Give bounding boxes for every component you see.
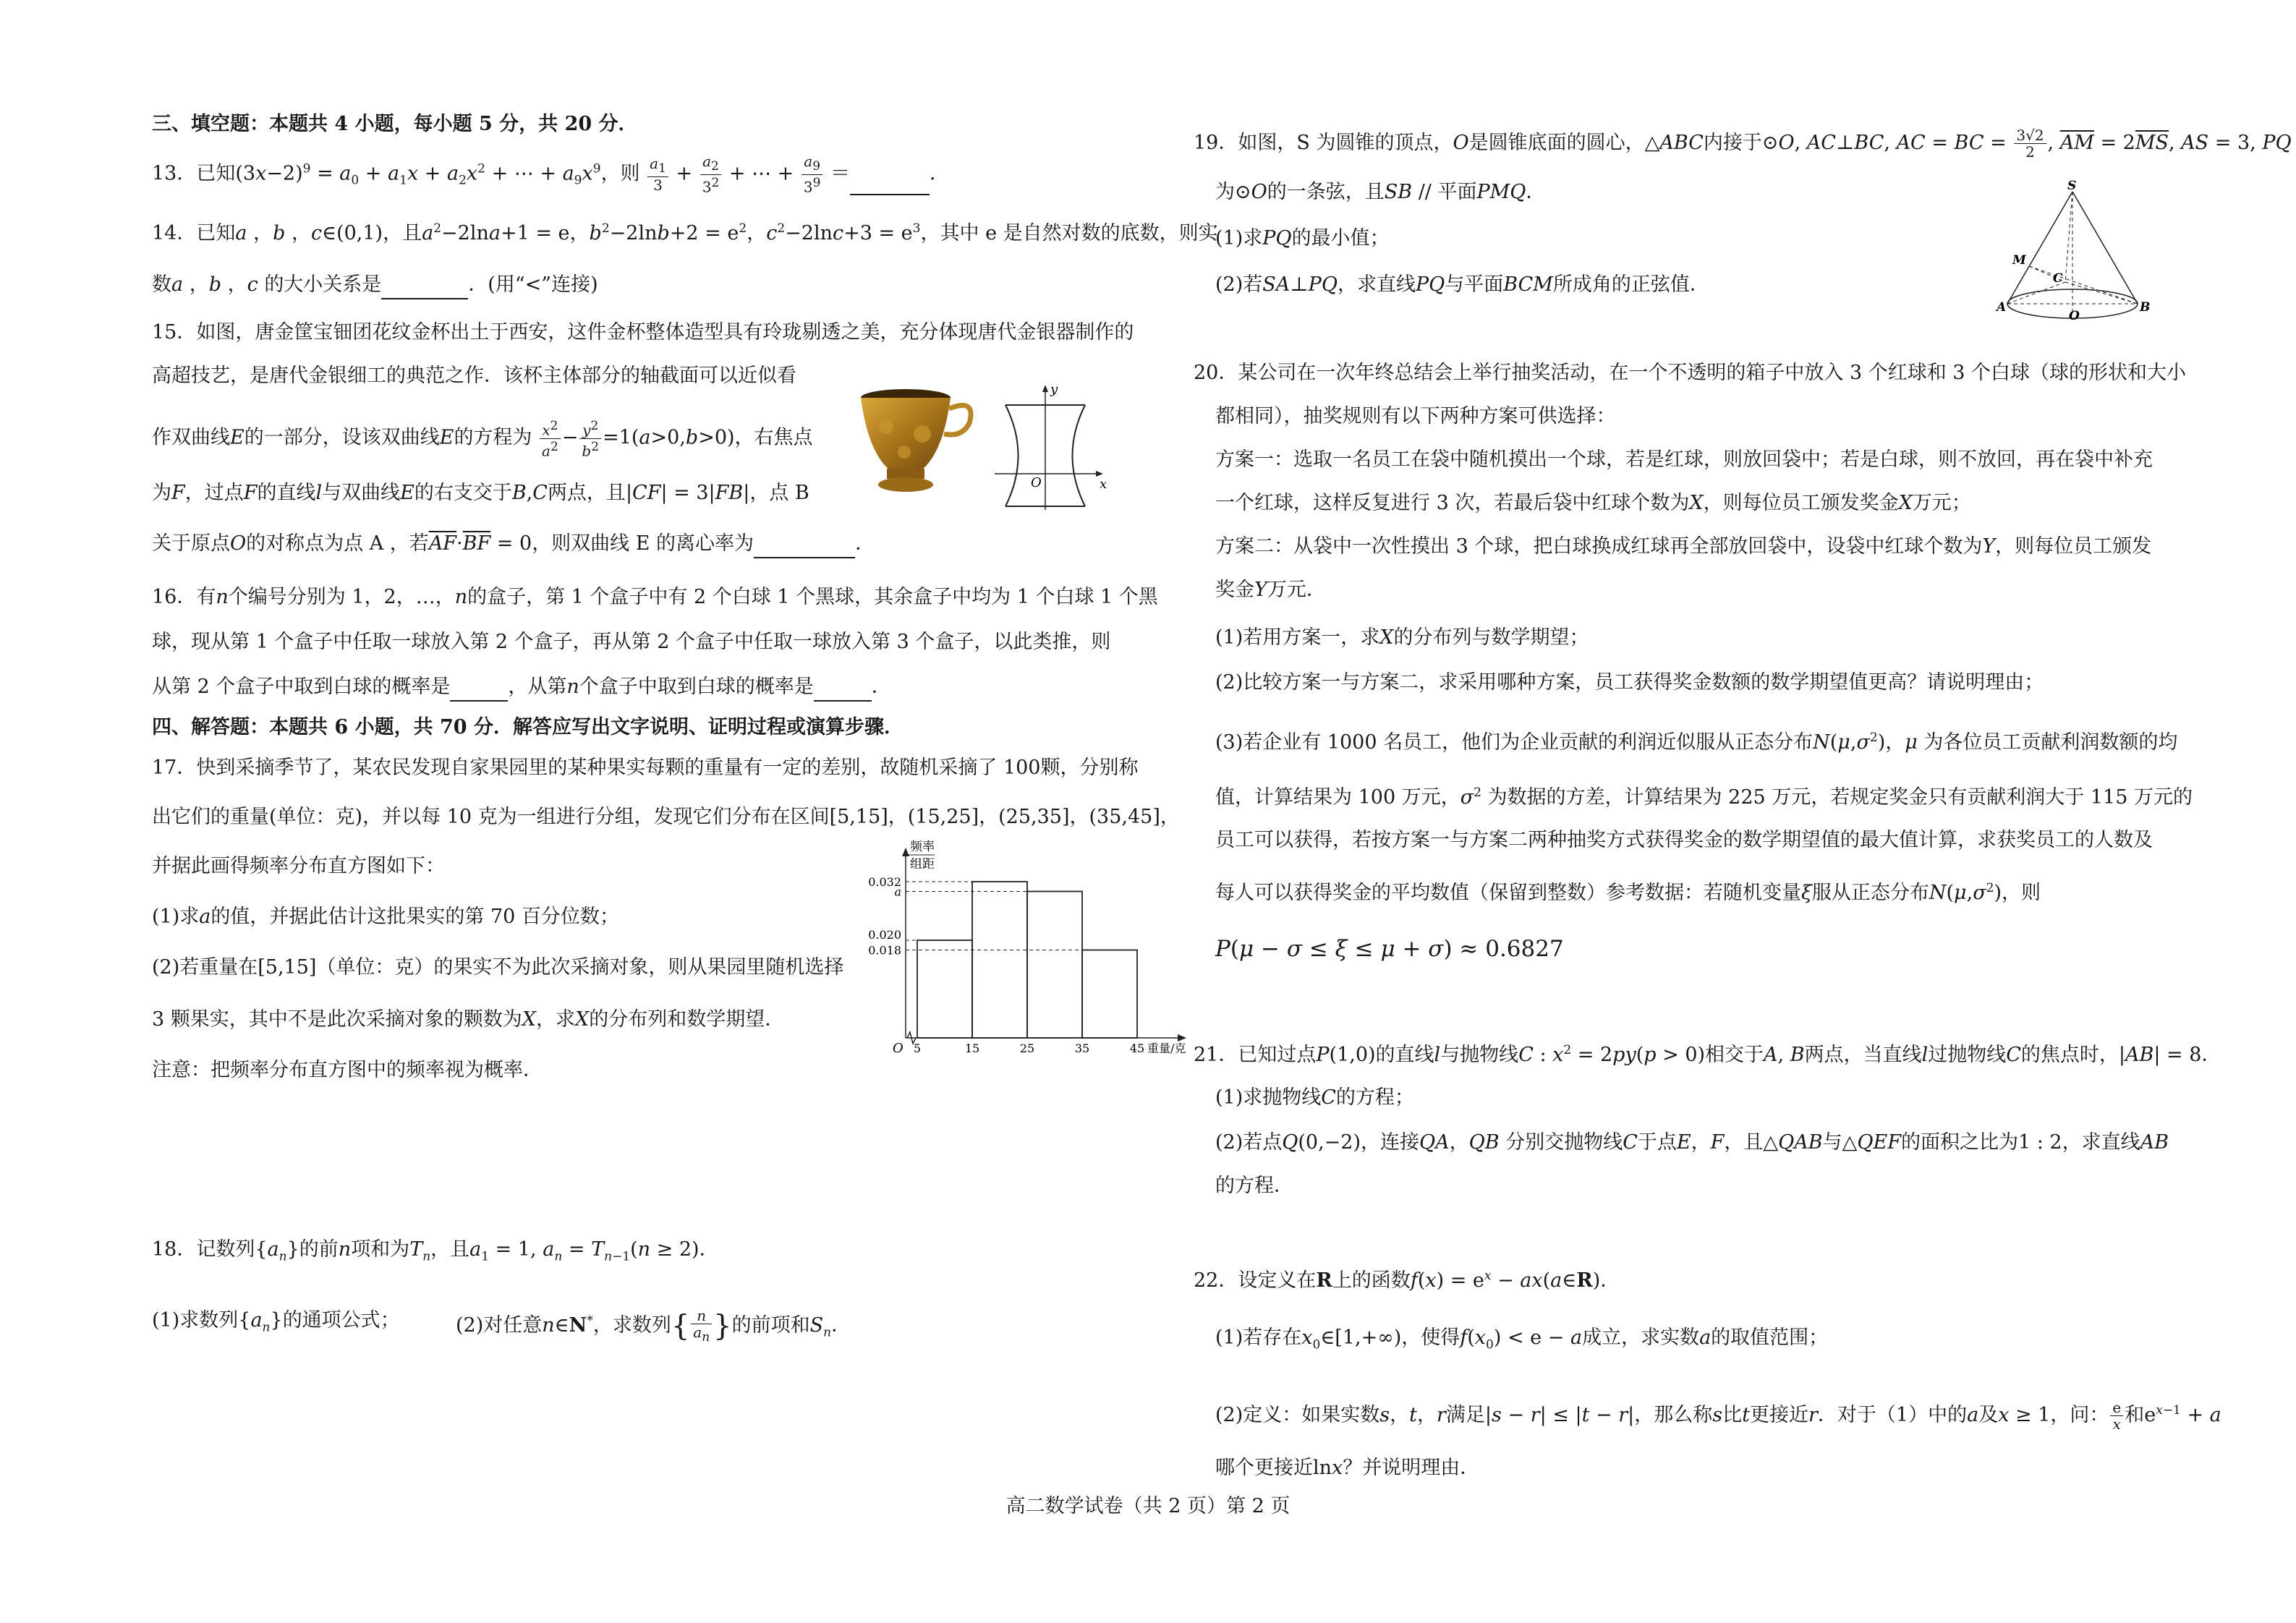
question-20-part3: (3)若企业有 1000 名员工，他们为企业贡献的利润近似服从正态分布$N(\mu,\sigma^2)$，μ 为各位员工贡献利润数额的均: [1215, 730, 2178, 754]
histogram-xtick-label: 25: [1019, 1041, 1035, 1055]
question-17-note: 注意：把频率分布直方图中的频率视为概率．: [152, 1059, 543, 1081]
question-19-part1: (1)求PQ的最小值；: [1215, 227, 1390, 250]
segment-mb: [2029, 266, 2138, 304]
question-19-line2: 为⊙O的一条弦，且SB // 平面PMQ．: [1215, 181, 1546, 203]
question-22-part2: (2)定义：如果实数s，t，r满足|s − r| ≤ |t − r|，那么称s比t更接近r．对于（1）中的a及x ≥ 1，问： $\frac{e}{x}$ 和$e^{x-1} + a$: [1215, 1399, 2221, 1433]
question-18-part1: (1)求数列$\{a_n\}$的通项公式；: [152, 1309, 400, 1335]
hyperbola-cross-section-figure: [991, 383, 1107, 514]
question-17-part2-line2: 3 颗果实，其中不是此次采摘对象的颗数为X，求X的分布列和数学期望．: [152, 1008, 785, 1031]
histogram-x-axis-arrow: [1178, 1034, 1186, 1041]
histogram-xtick-label: 35: [1074, 1041, 1090, 1055]
histogram-bar-4: [1082, 950, 1137, 1039]
question-20-part3-line2: 值，计算结果为 100 万元，$\sigma^2$ 为数据的方差，计算结果为 225 万元，若规定奖金只有贡献利润大于 115 万元的: [1215, 785, 2193, 809]
histogram-bar-2: [972, 882, 1027, 1038]
question-20-part3-line3: 员工可以获得，若按方案一与方案二两种抽奖方式获得奖金的数学期望值的最大值计算，求获奖员工的人数及: [1215, 829, 2153, 851]
question-21-part1: (1)求抛物线C的方程；: [1215, 1086, 1414, 1109]
label-m: M: [2012, 253, 2026, 268]
question-22-line3: 哪个更接近lnx？并说明理由．: [1215, 1457, 1480, 1479]
question-15-line3: 作双曲线E的一部分，设该双曲线E的方程为 $\frac{x^2}{a^2}$ − $\frac{y^2}{b^2}$ =1(a>0,b>0)，右焦点: [152, 419, 813, 460]
histogram-ytick-label: 0.020: [868, 928, 901, 942]
cone-edge-sb: [2072, 192, 2138, 304]
question-17-part1: (1)求a的值，并据此估计这批果实的第 70 百分位数；: [152, 906, 619, 928]
page-footer: 高二数学试卷（共 2 页）第 2 页: [1005, 1495, 1291, 1517]
question-20-part2: (2)比较方案一与方案二，求采用哪种方案，员工获得奖金数额的数学期望值更高？请说明理由；: [1215, 671, 2044, 694]
cone-edge-sa: [2007, 192, 2072, 304]
question-20-reference-formula: P(μ − σ ≤ ξ ≤ μ + σ) ≈ 0.6827: [1215, 936, 1564, 962]
question-20-line2: 都相同），抽奖规则有以下两种方案可供选择：: [1215, 405, 1616, 427]
cone-figure: [1997, 179, 2151, 325]
y-label: y: [1050, 382, 1058, 397]
question-13: 13．已知$(3x-2)^9 = a_0 + a_1x + a_2x^2$ + ⋯ + $a_9x^9$，则 $\frac{a_1}{3}$ + $\frac{a_2}{3^2}$ + ⋯ + $\frac{a_9}{3^9}$ ＝ ．: [152, 153, 950, 196]
question-20-part1: (1)若用方案一，求X的分布列与数学期望；: [1215, 626, 1589, 649]
question-18-part2: (2)对任意n∈N*，求数列{ $\frac{n}{a_n}$ }的前项和$S_n$．: [456, 1306, 851, 1345]
question-18: 18．记数列$\{a_n\}$的前n项和为$T_n$，且$a_1 = 1$, $a_n = T_{n-1}(n \ge 2)$．: [152, 1238, 719, 1264]
histogram-ylabel-numerator: 频率: [910, 840, 935, 854]
frequency-histogram: [861, 839, 1186, 1056]
question-21-part2: (2)若点Q(0,−2)，连接QA，QB 分别交抛物线C于点E，F，且△QAB与△QEF的面积之比为1 : 2，求直线AB: [1215, 1131, 2169, 1154]
histogram-xtick-label: 15: [964, 1041, 980, 1055]
gold-cup-image: [854, 383, 984, 506]
label-c: C: [2053, 271, 2063, 286]
question-20-line1: 20．某公司在一次年终总结会上举行抽奖活动，在一个不透明的箱子中放入 3 个红球和 3 个白球（球的形状和大小: [1194, 362, 2187, 384]
label-o: O: [2069, 309, 2080, 323]
histogram-xlabel: 重量/克: [1147, 1041, 1186, 1055]
question-17-part2: (2)若重量在[5,15]（单位：克）的果实不为此次采摘对象，则从果园里随机选择: [152, 956, 844, 979]
question-14-line2: 数a ，b ，c 的大小关系是 ．(用“<”连接): [152, 270, 598, 299]
question-16-line3: 从第 2 个盒子中取到白球的概率是 ，从第n个盒子中取到白球的概率是 ．: [152, 673, 891, 702]
question-14: 14．已知a ，b ，c∈(0,1)，且$a^2-2\ln a+1 = e$，$b^2-2\ln b+2 = e^2$，$c^2-2\ln c+3 = e^3$，其中 e 是自然对数的底数，则实: [152, 221, 1218, 244]
histogram-ytick-label: a: [894, 885, 901, 899]
histogram-bar-1: [917, 940, 972, 1038]
question-21-line1: 21．已知过点P(1,0)的直线l与抛物线C : $x^2 = 2py(p > 0)$相交于A, B两点，当直线l过抛物线C的焦点时，|AB| = 8．: [1194, 1043, 2221, 1066]
section-3-heading: 三、填空题：本题共 4 小题，每小题 5 分，共 20 分．: [152, 113, 638, 135]
question-20-part3-line4: 每人可以获得奖金的平均数值（保留到整数）参考数据：若随机变量ξ服从正态分布$N(\mu,\sigma^2)$，则: [1215, 881, 2041, 904]
question-17-line1: 17．快到采摘季节了，某农民发现自家果园里的某种果实每颗的重量有一定的差别，故随机采摘了 100颗，分别称: [152, 757, 1139, 779]
histogram-xtick-label: 45: [1129, 1041, 1145, 1055]
hyperbola-left-branch: [1005, 405, 1019, 506]
question-20-line3: 方案一：选取一名员工在袋中随机摸出一个球，若是红球，则放回袋中；若是白球，则不放回，再在袋中补充: [1215, 448, 2153, 471]
x-axis-arrow: [1096, 471, 1103, 477]
question-16-line1: 16．有n个编号分别为 1，2，…，n的盒子，第 1 个盒子中有 2 个白球 1 个黑球，其余盒子中均为 1 个白球 1 个黑: [152, 586, 1158, 608]
label-b: B: [2140, 300, 2151, 315]
origin-label: O: [1031, 475, 1042, 490]
hyperbola-right-branch: [1073, 405, 1086, 506]
question-20-line4: 一个红球，这样反复进行 3 次，若最后袋中红球个数为X，则每位员工颁发奖金X万元；: [1215, 492, 1971, 514]
histogram-y-axis-arrow: [902, 848, 909, 856]
question-21-line3: 的方程．: [1215, 1175, 1293, 1197]
question-22-part1: (1)若存在$x_0\in[1,+\infty)$，使得$f(x_0) < e - a$成立，求实数a的取值范围；: [1215, 1326, 1829, 1352]
label-s: S: [2067, 179, 2077, 193]
question-15-line1: 15．如图，唐金筐宝钿团花纹金杯出土于西安，这件金杯整体造型具有玲珑剔透之美，充分体现唐代金银器制作的: [152, 321, 1134, 344]
question-15-line5: 关于原点O的对称点为点 A ，若$\overline{AF}\cdot\overline{BF} = 0$，则双曲线 E 的离心率为 ．: [152, 529, 875, 558]
x-label: x: [1100, 477, 1107, 492]
histogram-origin: O: [893, 1041, 903, 1056]
histogram-ylabel-denominator: 组距: [910, 857, 935, 872]
question-15-line4: 为F，过点F的直线l与双曲线E的右支交于B,C两点，且|CF| = 3|FB|，点 B: [152, 482, 809, 504]
question-20-line5: 方案二：从袋中一次性摸出 3 个球，把白球换成红球再全部放回袋中，设袋中红球个数为Y，则每位员工颁发: [1215, 535, 2152, 558]
histogram-xtick-label: 5: [913, 1041, 922, 1055]
question-17-line2: 出它们的重量(单位：克)，并以每 10 克为一组进行分组，发现它们分布在区间[5,15]，(15,25]，(25,35]，(35,45]，: [152, 806, 1180, 828]
question-19-part2: (2)若SA⊥PQ，求直线PQ与平面BCM所成角的正弦值．: [1215, 273, 1709, 296]
question-22: 22．设定义在R上的函数$f(x) = e^x$ − ax(a∈R)．: [1194, 1269, 1620, 1292]
question-15-line2: 高超技艺，是唐代金银细工的典范之作．该杯主体部分的轴截面可以近似看: [152, 365, 796, 387]
question-20-line6: 奖金Y万元．: [1215, 579, 1326, 601]
segment-sc: [2065, 192, 2072, 282]
question-17-line3: 并据此画得频率分布直方图如下：: [152, 855, 445, 877]
section-4-heading: 四、解答题：本题共 6 小题，共 70 分．解答应写出文字说明、证明过程或演算步骤．: [152, 716, 903, 738]
histogram-ytick-label: 0.032: [868, 875, 901, 889]
y-axis-arrow: [1042, 385, 1048, 392]
histogram-bar-3: [1027, 892, 1082, 1039]
histogram-ytick-label: 0.018: [868, 943, 901, 958]
label-a: A: [1997, 300, 2007, 315]
question-19-line1: 19．如图，S 为圆锥的顶点，O是圆锥底面的圆心，△ABC内接于⊙O, AC⊥BC, AC = BC = $\frac{3√2}{2}$ , $\overline{AM} = 2\overline{MS}$, AS = 3, PQ: [1194, 127, 2292, 161]
question-16-line2: 球，现从第 1 个盒子中任取一球放入第 2 个盒子，再从第 2 个盒子中任取一球放入第 3 个盒子，以此类推，则: [152, 631, 1111, 653]
